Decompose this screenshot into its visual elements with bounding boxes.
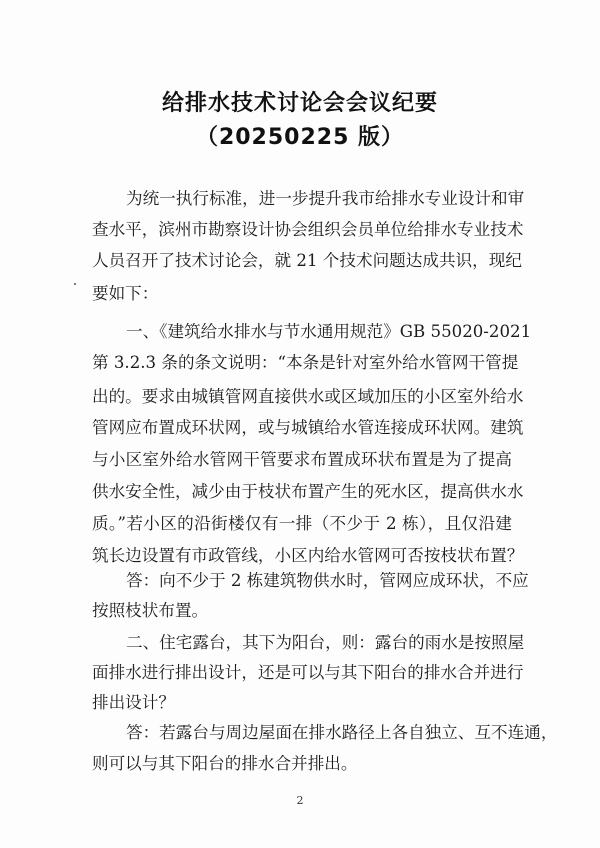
item1-line-5: 与小区室外给水管网干管要求布置成环状布置是为了提高 xyxy=(92,450,512,469)
intro-line-3: 人员召开了技术讨论会，就 21 个技术问题达成共识，现纪 xyxy=(92,251,522,270)
document-version: （20250225 版） xyxy=(195,125,405,150)
item1-line-2: 第 3.2.3 条的条文说明：“本条是针对室外给水管网干管提 xyxy=(92,353,519,372)
document-title: 给排水技术讨论会会议纪要 xyxy=(161,91,438,116)
answer1-line-1: 答：向不少于 2 栋建筑物供水时，管网应成环状，不应 xyxy=(126,571,529,590)
page-number: 2 xyxy=(296,794,304,807)
item2-line-2: 面排水进行排出设计，还是可以与其下阳台的排水合并进行 xyxy=(92,663,524,682)
intro-line-1: 为统一执行标准，进一步提升我市给排水专业设计和审 xyxy=(126,189,525,208)
intro-line-2: 查水平，滨州市勘察设计协会组织会员单位给排水专业技术 xyxy=(92,220,524,239)
scan-speck xyxy=(74,283,76,285)
answer1-line-2: 按照枝状布置。 xyxy=(92,601,209,620)
item1-line-8: 筑长边设置有市政管线，小区内给水管网可否按枝状布置？ xyxy=(92,546,524,565)
item1-line-7: 质。”若小区的沿街楼仅有一排（不少于 2 栋），且仅沿建 xyxy=(92,514,512,533)
item1-line-1: 一、《建筑给水排水与节水通用规范》GB 55020-2021 xyxy=(126,322,532,341)
item2-line-1: 二、住宅露台，其下为阳台，则：露台的雨水是按照屋 xyxy=(126,633,525,652)
item1-line-3: 出的。要求由城镇管网直接供水或区域加压的小区室外给水 xyxy=(92,387,524,406)
item2-line-3: 排出设计？ xyxy=(92,693,175,712)
item1-line-6: 供水安全性，减少由于枝状布置产生的死水区，提高供水水 xyxy=(92,482,524,501)
intro-line-4: 要如下： xyxy=(92,284,159,303)
answer2-line-1: 答：若露台与周边屋面在排水路径上各自独立、互不连通， xyxy=(126,723,558,742)
answer2-line-2: 则可以与其下阳台的排水合并排出。 xyxy=(92,754,358,773)
item1-line-4: 管网应布置成环状网，或与城镇给水管连接成环状网。建筑 xyxy=(92,418,524,437)
